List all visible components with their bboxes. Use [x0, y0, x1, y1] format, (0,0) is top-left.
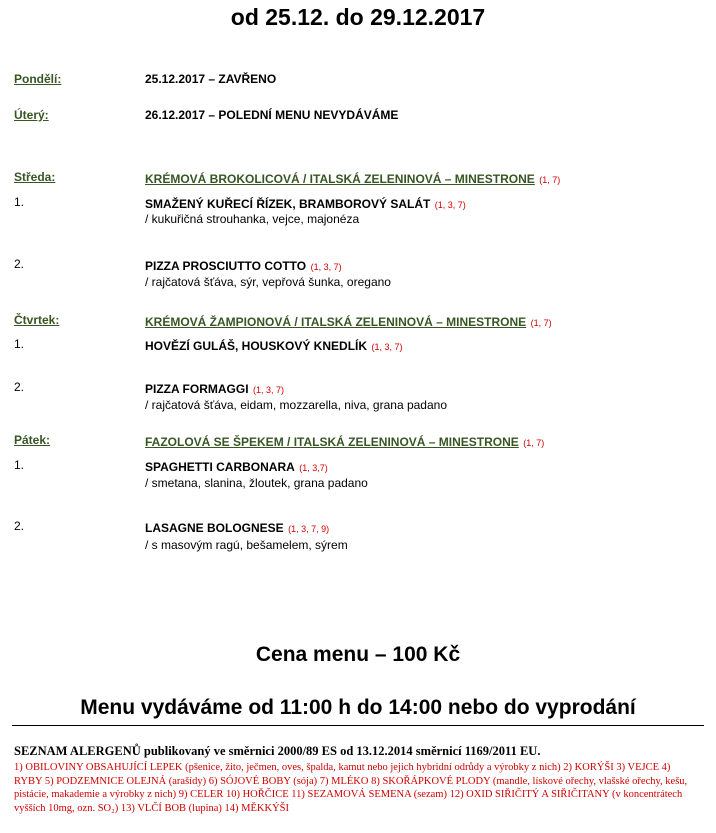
- dish-allergens: (1, 3, 7): [310, 262, 342, 272]
- dish-number: 1.: [14, 337, 25, 351]
- allergens-list: 1) OBILOVINY OBSAHUJÍCÍ LEPEK (pšenice, žito, ječmen, oves, špalda, kamut nebo jejich hybridní odrůdy a výrobky z nich) 2) KORÝŠI 3) VEJCE 4) RYBY 5) PODZEMNICE OLEJNÁ (arašídy) 6) SÓJOVÉ BOBY (sója) 7) MLÉKO 8) SKOŘÁPKOVÉ PLODY (mandle, lískové ořechy, vlašské ořechy, kešu, pistácie, makademie a výrobky z nich) 9) CELER 10) HOŘČICE 11) SEZAMOVÁ SEMENA (sezam) 12) OXID SIŘIČITÝ A SIŘIČITANY (v koncentrátech vyšších 10mg, ozn. SO₂) 13) VLČÍ BOB (lupina) 14) MĚKKÝŠI: [14, 762, 688, 814]
- dish-name: SMAŽENÝ KUŘECÍ ŘÍZEK, BRAMBOROVÝ SALÁT: [145, 197, 431, 211]
- dish-description: / rajčatová šťáva, sýr, vepřová šunka, oregano: [145, 275, 391, 289]
- dish-allergens: (1, 3,7): [299, 463, 328, 473]
- dish-allergens: (1, 3, 7, 9): [288, 524, 330, 534]
- soup-friday: [145, 433, 544, 451]
- dish-description: / kukuřičná strouhanka, vejce, majonéza: [145, 212, 360, 226]
- dish-allergens: (1, 3, 7): [253, 385, 285, 395]
- dish-number: 1.: [14, 458, 25, 472]
- day-text-tuesday: 26.12.2017 – POLEDNÍ MENU NEVYDÁVÁME: [145, 108, 399, 122]
- day-label-thursday: Čtvrtek:: [14, 313, 60, 327]
- dish-name: HOVĚZÍ GULÁŠ, HOUSKOVÝ KNEDLÍK: [145, 339, 368, 353]
- dish-description: / rajčatová šťáva, eidam, mozzarella, niva, grana padano: [145, 398, 447, 412]
- dish-item: [145, 458, 328, 476]
- soup-thursday: [145, 313, 552, 331]
- day-label-tuesday: Úterý:: [14, 108, 49, 122]
- soup-name: KRÉMOVÁ ŽAMPIONOVÁ / ITALSKÁ ZELENINOVÁ – MINESTRONE: [145, 315, 527, 329]
- dish-name: PIZZA FORMAGGI: [145, 382, 249, 396]
- dish-item: [145, 195, 466, 213]
- day-label-friday: Pátek:: [14, 433, 51, 447]
- dish-number: 1.: [14, 195, 25, 209]
- dish-number: 2.: [14, 380, 25, 394]
- serving-hours: Menu vydáváme od 11:00 h do 14:00 nebo do vyprodání: [80, 696, 636, 719]
- soup-allergens: (1, 7): [539, 175, 561, 185]
- dish-item: [145, 257, 342, 275]
- soup-allergens: (1, 7): [530, 318, 552, 328]
- dish-description: / s masovým ragú, bešamelem, sýrem: [145, 538, 348, 552]
- day-label-monday: Pondělí:: [14, 72, 62, 86]
- day-label-wednesday: Středa:: [14, 170, 56, 184]
- soup-wednesday: [145, 170, 560, 188]
- dish-item: [145, 337, 403, 355]
- dish-name: LASAGNE BOLOGNESE: [145, 521, 284, 535]
- day-text-monday: 25.12.2017 – ZAVŘENO: [145, 72, 277, 86]
- dish-number: 2.: [14, 519, 25, 533]
- soup-name: KRÉMOVÁ BROKOLICOVÁ / ITALSKÁ ZELENINOVÁ – MINESTRONE: [145, 172, 535, 186]
- menu-price: Cena menu – 100 Kč: [255, 643, 461, 666]
- dish-item: [145, 519, 329, 537]
- divider: [12, 725, 704, 726]
- dish-description: / smetana, slanina, žloutek, grana padano: [145, 476, 368, 490]
- soup-name: FAZOLOVÁ SE ŠPEKEM / ITALSKÁ ZELENINOVÁ – MINESTRONE: [145, 435, 519, 449]
- soup-allergens: (1, 7): [523, 438, 545, 448]
- allergens-title: SEZNAM ALERGENŮ publikovaný ve směrnici 2000/89 ES od 13.12.2014 směrnicí 1169/2011 EU.: [14, 744, 541, 758]
- dish-allergens: (1, 3, 7): [371, 342, 403, 352]
- dish-number: 2.: [14, 257, 25, 271]
- dish-item: [145, 380, 284, 398]
- dish-name: SPAGHETTI CARBONARA: [145, 460, 295, 474]
- page-title: od 25.12. do 29.12.2017: [230, 4, 486, 30]
- dish-allergens: (1, 3, 7): [434, 200, 466, 210]
- dish-name: PIZZA PROSCIUTTO COTTO: [145, 259, 307, 273]
